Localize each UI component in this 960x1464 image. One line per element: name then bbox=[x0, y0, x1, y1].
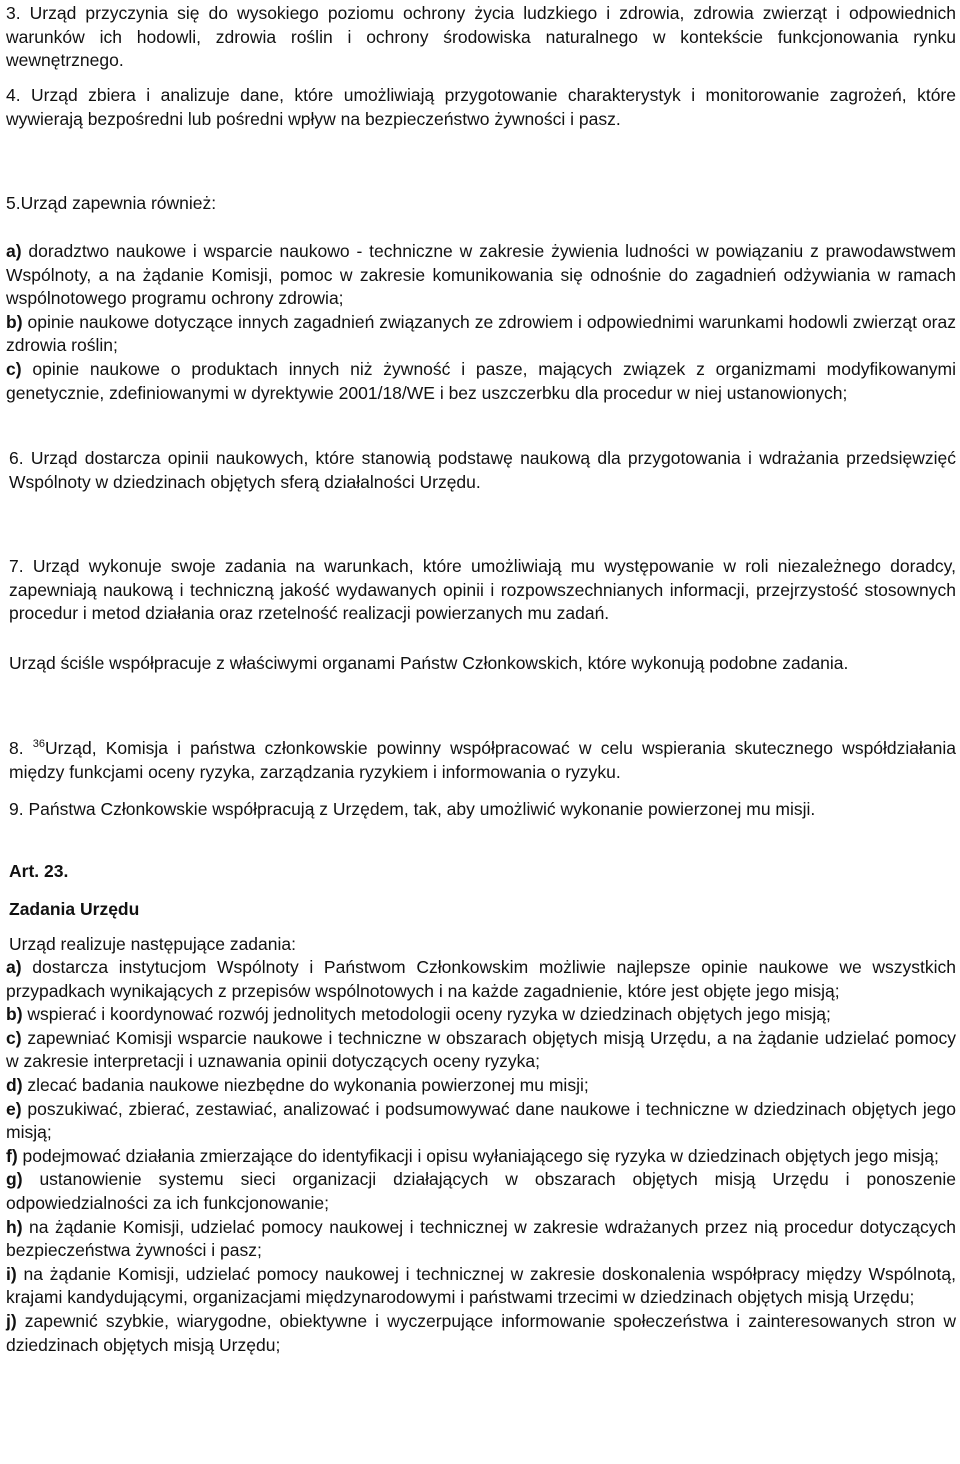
item-text: zapewniać Komisji wsparcie naukowe i techniczne w obszarach objętych misją Urzędu, a na żądanie udzielać pomocy w zakresie interpretacji i uznawania opinii dotyczących oceny ryzyka; bbox=[6, 1027, 956, 1072]
item-text: na żądanie Komisji, udzielać pomocy naukowej i technicznej w zakresie doskonalenia współpracy między Wspólnotą, krajami kandydującymi, organizacjami międzynarodowymi i państwami trzecimi w dziedzinach objętych misją Urzędu; bbox=[6, 1263, 956, 1308]
list-item bbox=[6, 1027, 956, 1074]
item-label: b) bbox=[6, 1004, 23, 1025]
list-item bbox=[6, 1003, 956, 1027]
item-label: c) bbox=[6, 1027, 22, 1048]
item-text: poszukiwać, zbierać, zestawiać, analizować i podsumowywać dane naukowe i techniczne w dziedzinach objętych jego misją; bbox=[6, 1098, 956, 1143]
list-item bbox=[6, 1098, 956, 1145]
item-label: h) bbox=[6, 1216, 23, 1237]
list-item bbox=[6, 240, 956, 311]
item-label: j) bbox=[6, 1310, 17, 1331]
paragraph-5-intro: 5.Urząd zapewnia również: bbox=[6, 193, 217, 213]
item-text: dostarcza instytucjom Wspólnoty i Państwom Członkowskim możliwie najlepsze opinie naukowe we wszystkich przypadkach wynikających z przepisów wspólnotowych i na każde zagadnienie, które jest objęte jego misją; bbox=[6, 957, 956, 1001]
paragraph-5-list bbox=[6, 240, 956, 405]
paragraph-6: 6. Urząd dostarcza opinii naukowych, które stanowią podstawę naukową dla przygotowania i wdrażania przedsięwzięć Wspólnoty w dziedzinach objętych sferą działalności Urzędu. bbox=[9, 448, 956, 492]
list-item bbox=[6, 1263, 956, 1310]
paragraph-7-cooperation: Urząd ściśle współpracuje z właściwymi organami Państw Członkowskich, które wykonują podobne zadania. bbox=[9, 653, 849, 673]
paragraph-9: 9. Państwa Członkowskie współpracują z Urzędem, tak, aby umożliwić wykonanie powierzonej mu misji. bbox=[9, 799, 816, 819]
item-text: zlecać badania naukowe niezbędne do wykonania powierzonej mu misji; bbox=[22, 1074, 589, 1095]
list-item bbox=[6, 358, 956, 405]
article-title: Zadania Urzędu bbox=[9, 899, 140, 919]
item-label: b) bbox=[6, 311, 23, 332]
item-text: doradztwo naukowe i wsparcie naukowo - techniczne w zakresie żywienia ludności w powiązaniu z prawodawstwem Wspólnoty, a na żądanie Komisji, pomoc w zakresie komunikowania się odnośnie do zagadnień odżywiania w ramach wspólnotowego programu ochrony zdrowia; bbox=[6, 241, 956, 309]
item-text: ustanowienie systemu sieci organizacji działających w obszarach objętych misją Urzędu i ponoszenie odpowiedzialności za ich funkcjonowanie; bbox=[6, 1169, 956, 1213]
item-label: f) bbox=[6, 1145, 18, 1166]
paragraph-8 bbox=[6, 737, 956, 784]
list-item bbox=[6, 311, 956, 358]
item-label: a) bbox=[6, 957, 22, 977]
item-text: zapewnić szybkie, wiarygodne, obiektywne i wyczerpujące informowanie społeczeństwa i zainteresowanych stron w dziedzinach objętych misją Urzędu; bbox=[6, 1310, 956, 1355]
tasks-list bbox=[6, 956, 956, 1357]
article-number: Art. 23. bbox=[9, 861, 69, 881]
item-label: e) bbox=[6, 1098, 22, 1119]
item-label: a) bbox=[6, 241, 22, 261]
paragraph-7: 7. Urząd wykonuje swoje zadania na warunkach, które umożliwiają mu występowanie w roli niezależnego doradcy, zapewniają naukową i techniczną jakość wydawanych opinii i rozpowszechnianych informacji, przejrzystość stosownych procedur i metod działania oraz rzetelność realizacji powierzanych mu zadań. bbox=[9, 556, 956, 624]
list-item bbox=[6, 956, 956, 1003]
item-label: i) bbox=[6, 1263, 17, 1284]
list-item bbox=[6, 1168, 956, 1215]
item-label: g) bbox=[6, 1169, 23, 1190]
paragraph-8-text: Urząd, Komisja i państwa członkowskie powinny współpracować w celu wspierania skutecznego współdziałania między funkcjami oceny ryzyka, zarządzania ryzykiem i informowania o ryzyku. bbox=[9, 738, 956, 782]
item-text: wspierać i koordynować rozwój jednolitych metodologii oceny ryzyka w dziedzinach objętych jego misją; bbox=[22, 1004, 831, 1025]
item-text: na żądanie Komisji, udzielać pomocy naukowej i technicznej w zakresie wdrażanych przez nią procedur dotyczących bezpieczeństwa żywności i pasz; bbox=[6, 1216, 956, 1261]
list-item bbox=[6, 1216, 956, 1263]
paragraph-8-number: 8. bbox=[9, 738, 33, 758]
item-label: c) bbox=[6, 358, 22, 379]
item-text: opinie naukowe o produktach innych niż żywność i pasze, mających związek z organizmami modyfikowanymi genetycznie, zdefiniowanymi w dyrektywie 2001/18/WE i bez uszczerbku dla procedur w niej ustanowionych; bbox=[6, 358, 956, 403]
list-item bbox=[6, 1310, 956, 1357]
list-item bbox=[6, 1145, 956, 1169]
item-text: opinie naukowe dotyczące innych zagadnień związanych ze zdrowiem i odpowiednimi warunkami hodowli zwierząt oraz zdrowia roślin; bbox=[6, 311, 956, 356]
tasks-intro: Urząd realizuje następujące zadania: bbox=[9, 934, 296, 954]
list-item bbox=[6, 1074, 956, 1098]
item-label: d) bbox=[6, 1074, 23, 1095]
paragraph-4: 4. Urząd zbiera i analizuje dane, które umożliwiają przygotowanie charakterystyk i monitorowanie zagrożeń, które wywierają bezpośredni lub pośredni wpływ na bezpieczeństwo żywności i pasz. bbox=[6, 85, 956, 129]
item-text: podejmować działania zmierzające do identyfikacji i opisu wyłaniającego się ryzyka w dziedzinach objętych jego misją; bbox=[17, 1145, 939, 1166]
footnote-reference: 36 bbox=[32, 738, 46, 750]
paragraph-3: 3. Urząd przyczynia się do wysokiego poziomu ochrony życia ludzkiego i zdrowia, zdrowia zwierząt i odpowiednich warunków ich hodowli, zdrowia roślin i ochrony środowiska naturalnego w kontekście funkcjonowania rynku wewnętrznego. bbox=[6, 3, 956, 71]
